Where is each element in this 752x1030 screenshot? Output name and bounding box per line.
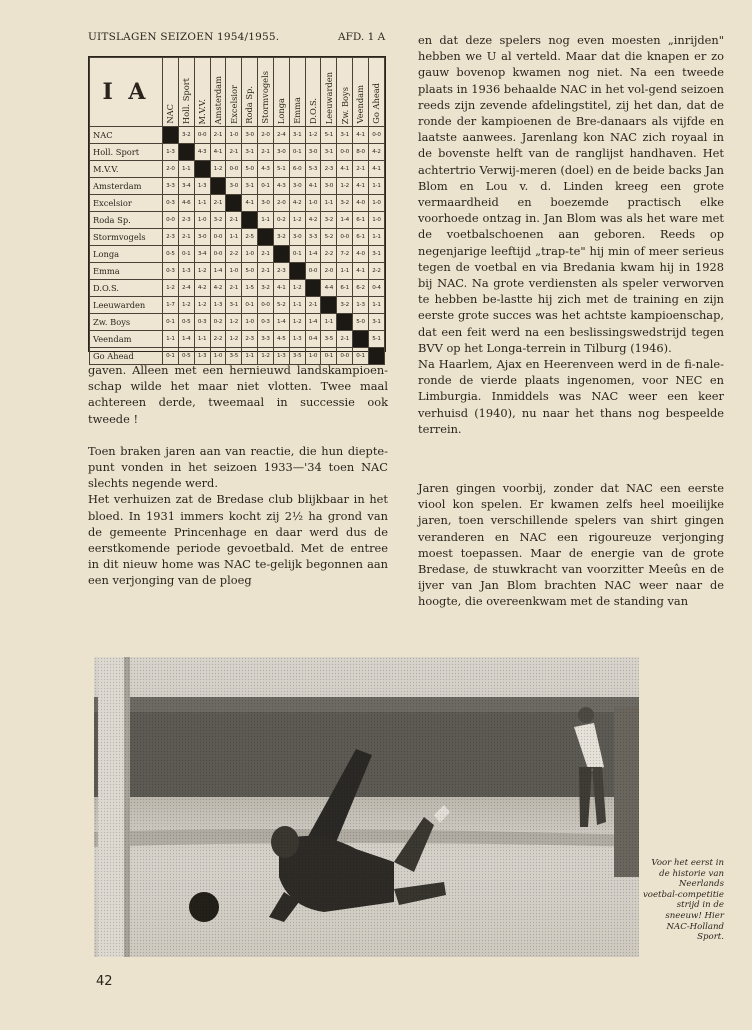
result-cell: 1-1 [321, 314, 337, 331]
result-cell: 6-0 [289, 161, 305, 178]
diagonal-cell [337, 314, 353, 331]
result-cell: 1-2 [258, 348, 274, 365]
result-cell: 3-3 [305, 229, 321, 246]
row-team-name: Leeuwarden [90, 297, 163, 314]
result-cell: 2-2 [226, 246, 242, 263]
result-cell: 3-2 [321, 212, 337, 229]
result-cell: 3-4 [194, 246, 210, 263]
result-cell: 1-1 [258, 212, 274, 229]
result-cell: 4-0 [353, 246, 369, 263]
result-cell: 0-3 [194, 314, 210, 331]
photo-caption: Voor het eerst in de historie van Neerlands voetbal-competitie strijd in de sneeuw! Hier NAC-Holland Sport. [642, 858, 724, 943]
column-header [368, 58, 384, 127]
result-cell: 4-1 [337, 161, 353, 178]
column-header-label: Veendam [355, 85, 366, 124]
result-cell: 3-5 [226, 348, 242, 365]
paragraph: Toen braken jaren aan van reactie, die hun diepte-punt vonden in het seizoen 1933—'34 toen NAC slechts negende werd. [88, 443, 388, 491]
row-team-name: Stormvogels [90, 229, 163, 246]
result-cell: 2-2 [368, 263, 384, 280]
result-cell: 1-1 [194, 195, 210, 212]
result-cell: 0-5 [163, 246, 179, 263]
column-header [273, 58, 289, 127]
result-cell: 0-5 [178, 348, 194, 365]
result-cell: 2-1 [353, 161, 369, 178]
result-cell: 1-0 [210, 348, 226, 365]
row-team-name: Go Ahead [90, 348, 163, 365]
row-team-name: Emma [90, 263, 163, 280]
row-team-name: Holl. Sport [90, 144, 163, 161]
diagonal-cell [242, 212, 258, 229]
column-header-label: Stormvogels [260, 71, 271, 124]
row-team-name: NAC [90, 127, 163, 144]
result-cell: 1-1 [226, 229, 242, 246]
result-cell: 1-0 [242, 246, 258, 263]
diagonal-cell [163, 127, 179, 144]
result-cell: 1-0 [305, 348, 321, 365]
result-cell: 4-5 [273, 331, 289, 348]
result-cell: 0-0 [258, 297, 274, 314]
result-cell: 2-2 [321, 246, 337, 263]
result-cell: 3-0 [194, 229, 210, 246]
row-team-name: Veendam [90, 331, 163, 348]
result-cell: 2-1 [210, 127, 226, 144]
column-header-label: Go Ahead [371, 83, 382, 124]
result-cell: 2-3 [242, 331, 258, 348]
result-cell: 1-4 [305, 314, 321, 331]
result-cell: 1-2 [226, 314, 242, 331]
table-title: I A [90, 58, 163, 127]
result-cell: 4-3 [258, 161, 274, 178]
table-row [90, 297, 385, 314]
result-cell: 0-2 [210, 314, 226, 331]
result-cell: 3-2 [337, 297, 353, 314]
paragraph: Het verhuizen zat de Bredase club blijkbaar in het bloed. In 1931 immers kocht zij 2½ ha grond van de gemeente Princenhage en daar werd dus de eerstkomende periode gevoetbald. Met de entree in dit nieuw home was NAC te-gelijk begonnen aan een verjonging van de ploeg [88, 492, 388, 588]
result-cell: 2-0 [163, 161, 179, 178]
table-row [90, 161, 385, 178]
result-cell: 0-1 [321, 348, 337, 365]
row-team-name: Excelsior [90, 195, 163, 212]
result-cell: 2-1 [226, 280, 242, 297]
results-table [88, 56, 386, 361]
result-cell: 1-2 [210, 161, 226, 178]
column-header [242, 58, 258, 127]
column-header-label: D.O.S. [307, 98, 318, 124]
result-cell: 1-0 [305, 195, 321, 212]
table-row [90, 331, 385, 348]
result-cell: 2-1 [258, 263, 274, 280]
column-header [226, 58, 242, 127]
result-cell: 3-2 [337, 195, 353, 212]
column-header-label: Emma [292, 97, 303, 124]
result-cell: 2-1 [226, 212, 242, 229]
table-row [90, 178, 385, 195]
result-cell: 2-3 [273, 263, 289, 280]
result-cell: 4-1 [353, 127, 369, 144]
row-team-name: Zw. Boys [90, 314, 163, 331]
result-cell: 0-0 [305, 263, 321, 280]
diagonal-cell [289, 263, 305, 280]
result-cell: 1-3 [353, 297, 369, 314]
result-cell: 7-2 [337, 246, 353, 263]
result-cell: 1-5 [242, 280, 258, 297]
right-column-text [418, 32, 724, 437]
result-cell: 1-0 [226, 127, 242, 144]
result-cell: 3-2 [210, 212, 226, 229]
table-row [90, 195, 385, 212]
result-cell: 4-4 [321, 280, 337, 297]
result-cell: 2-0 [273, 195, 289, 212]
result-cell: 0-0 [163, 212, 179, 229]
result-cell: 4-1 [353, 178, 369, 195]
result-cell: 1-0 [226, 263, 242, 280]
result-cell: 0-1 [289, 246, 305, 263]
result-cell: 0-1 [353, 348, 369, 365]
result-cell: 4-1 [353, 263, 369, 280]
column-header-label: Zw. Boys [339, 86, 350, 124]
result-cell: 5-1 [273, 161, 289, 178]
result-cell: 4-2 [194, 280, 210, 297]
result-cell: 0-0 [226, 161, 242, 178]
result-cell: 2-1 [337, 331, 353, 348]
result-cell: 2-0 [258, 127, 274, 144]
result-cell: 3-0 [289, 178, 305, 195]
result-cell: 1-0 [194, 212, 210, 229]
result-cell: 4-0 [353, 195, 369, 212]
result-cell: 2-3 [178, 212, 194, 229]
result-cell: 1-4 [210, 263, 226, 280]
row-team-name: M.V.V. [90, 161, 163, 178]
column-header [210, 58, 226, 127]
column-header [305, 58, 321, 127]
result-cell: 3-0 [242, 127, 258, 144]
result-cell: 2-5 [242, 229, 258, 246]
result-cell: 2-1 [258, 144, 274, 161]
table-row [90, 212, 385, 229]
right-column-text-lower [418, 480, 724, 610]
result-cell: 1-1 [321, 195, 337, 212]
result-cell: 1-3 [163, 144, 179, 161]
result-cell: 2-4 [273, 127, 289, 144]
result-cell: 1-1 [368, 297, 384, 314]
result-cell: 0-1 [242, 297, 258, 314]
result-cell: 2-3 [321, 161, 337, 178]
result-cell: 0-0 [210, 246, 226, 263]
result-cell: 0-0 [368, 127, 384, 144]
result-cell: 4-3 [194, 144, 210, 161]
result-cell: 0-0 [337, 348, 353, 365]
result-cell: 3-0 [258, 195, 274, 212]
result-cell: 4-2 [210, 280, 226, 297]
result-cell: 1-2 [337, 178, 353, 195]
diagonal-cell [258, 229, 274, 246]
snow-match-photo [94, 657, 639, 957]
result-cell: 1-7 [163, 297, 179, 314]
result-cell: 5-0 [242, 161, 258, 178]
result-cell: 0-3 [163, 195, 179, 212]
diagonal-cell [305, 280, 321, 297]
result-cell: 0-1 [289, 144, 305, 161]
result-cell: 6-2 [353, 280, 369, 297]
diagonal-cell [273, 246, 289, 263]
result-cell: 8-0 [353, 144, 369, 161]
page-number: 42 [96, 974, 113, 989]
result-cell: 5-2 [321, 229, 337, 246]
table-row [90, 246, 385, 263]
result-cell: 0-4 [305, 331, 321, 348]
result-cell: 3-0 [321, 178, 337, 195]
result-cell: 3-1 [321, 144, 337, 161]
result-cell: 3-1 [337, 127, 353, 144]
result-cell: 0-2 [273, 212, 289, 229]
result-cell: 3-0 [273, 144, 289, 161]
table-row [90, 280, 385, 297]
result-cell: 0-5 [178, 314, 194, 331]
result-cell: 1-2 [305, 127, 321, 144]
result-cell: 3-4 [178, 178, 194, 195]
result-cell: 1-1 [368, 178, 384, 195]
result-cell: 2-1 [226, 144, 242, 161]
diagonal-cell [353, 331, 369, 348]
result-cell: 3-0 [226, 178, 242, 195]
result-cell: 1-1 [163, 331, 179, 348]
column-header-label: M.V.V. [196, 98, 207, 124]
result-cell: 0-1 [178, 246, 194, 263]
result-cell: 1-3 [178, 263, 194, 280]
diagonal-cell [321, 297, 337, 314]
diagonal-cell [210, 178, 226, 195]
result-cell: 1-2 [178, 297, 194, 314]
result-cell: 1-4 [273, 314, 289, 331]
result-cell: 1-2 [289, 212, 305, 229]
column-header [321, 58, 337, 127]
result-cell: 0-0 [210, 229, 226, 246]
result-cell: 4-1 [305, 178, 321, 195]
result-cell: 3-2 [178, 127, 194, 144]
table-row [90, 229, 385, 246]
result-cell: 2-1 [258, 246, 274, 263]
result-cell: 0-4 [368, 280, 384, 297]
result-cell: 3-3 [163, 178, 179, 195]
result-cell: 1-0 [242, 314, 258, 331]
result-cell: 3-0 [289, 229, 305, 246]
result-cell: 4-1 [242, 195, 258, 212]
division-label: AFD. 1 A [338, 31, 386, 43]
result-cell: 1-1 [242, 348, 258, 365]
paragraph: Na Haarlem, Ajax en Heerenveen werd in de fi-nale-ronde de vierde plaats ingenomen, voor NEC en Limburgia. Inmiddels was NAC weer een keer verhuisd (1940), nu naar het thans nog bespeelde terrein. [418, 357, 724, 436]
result-cell: 1-2 [226, 331, 242, 348]
result-cell: 5-3 [305, 161, 321, 178]
paragraph: en dat deze spelers nog even moesten „inrijden" hebben we U al verteld. Maar dat die knapen er zo gauw bovenop kwamen nog niet. Na een tweede plaats in 1936 behaalde NAC in het vol-gend seizoen reeds zijn zevende afdelingstitel, zij het dan, dat de ronde der kampioenen de Bre-danaars als vijfde en laatste aanwees. Jarenlang kon NAC zich royaal in de bovenste helft van de ranglijst handhaven. Het achtertrio Verwij-meren (doel) en de beide backs Jan Blom en Lou v. d. Linden kreeg een grote vermaardheid en boezemde practisch elke voorhoede ontzag in. Jan Blom was als het ware met de voetbalschoenen aan geboren. Reeds op negenjarige leeftijd „trap-te" hij min of meer serieus tegen de voetbal en via Bredania kwam hij in 1928 bij NAC. Na grote verdiensten als speler verworven te hebben be-lastte hij zich met de training en zijn eerste grote succes was het achtste kampioenschap, dat een feit werd na een beslissingswedstrijd tegen BVV op het Longa-terrein in Tilburg (1946). [418, 33, 724, 355]
result-cell: 1-3 [273, 348, 289, 365]
diagonal-cell [194, 161, 210, 178]
result-cell: 2-0 [321, 263, 337, 280]
result-cell: 0-1 [163, 348, 179, 365]
result-cell: 2-2 [210, 331, 226, 348]
result-cell: 0-0 [337, 229, 353, 246]
result-cell: 4-2 [368, 144, 384, 161]
result-cell: 5-1 [321, 127, 337, 144]
result-cell: 4-6 [178, 195, 194, 212]
results-header: UITSLAGEN SEIZOEN 1954/1955. [88, 31, 280, 43]
column-header [337, 58, 353, 127]
column-header [178, 58, 194, 127]
table-row [90, 127, 385, 144]
result-cell: 1-0 [368, 195, 384, 212]
result-cell: 4-1 [273, 280, 289, 297]
column-header-label: NAC [165, 104, 176, 124]
row-team-name: Longa [90, 246, 163, 263]
row-team-name: Roda Sp. [90, 212, 163, 229]
result-cell: 1-2 [194, 297, 210, 314]
result-cell: 3-0 [305, 144, 321, 161]
column-header-label: Leeuwarden [323, 71, 334, 124]
result-cell: 2-4 [178, 280, 194, 297]
result-cell: 3-1 [226, 297, 242, 314]
result-cell: 3-1 [242, 144, 258, 161]
result-cell: 3-1 [368, 314, 384, 331]
diagonal-cell [226, 195, 242, 212]
column-header [163, 58, 179, 127]
result-cell: 2-3 [163, 229, 179, 246]
result-cell: 1-1 [178, 161, 194, 178]
table-row [90, 263, 385, 280]
table-row [90, 144, 385, 161]
column-header [258, 58, 274, 127]
result-cell: 1-3 [194, 348, 210, 365]
column-header-label: Longa [276, 97, 287, 124]
result-cell: 0-3 [163, 263, 179, 280]
result-cell: 3-5 [289, 348, 305, 365]
paragraph: gaven. Alleen met een hernieuwd landskampioen-schap wilde het maar niet vlotten. Twee maal achtereen derde, tweemaal in successie ook tweede ! [88, 363, 388, 426]
row-team-name: Amsterdam [90, 178, 163, 195]
result-cell: 5-0 [242, 263, 258, 280]
paragraph: Jaren gingen voorbij, zonder dat NAC een eerste viool kon spelen. Er kwamen zelfs heel moeilijke jaren, toen verschillende spelers van shirt gingen veranderen en NAC een rigoureuze verjonging moest toepassen. Maar de energie van de grote Bredase, de stuwkracht van voorzitter Meeûs en de ijver van Jan Blom brachten NAC weer naar de hoogte, die overeenkwam met de standing van [418, 481, 724, 609]
left-column-text [88, 362, 388, 589]
diagonal-cell [178, 144, 194, 161]
result-cell: 4-2 [289, 195, 305, 212]
result-cell: 1-4 [178, 331, 194, 348]
result-cell: 0-1 [163, 314, 179, 331]
result-cell: 1-1 [337, 263, 353, 280]
result-cell: 1-3 [289, 331, 305, 348]
result-cell: 4-2 [305, 212, 321, 229]
row-team-name: D.O.S. [90, 280, 163, 297]
result-cell: 3-1 [289, 127, 305, 144]
result-cell: 2-1 [210, 195, 226, 212]
result-cell: 3-2 [273, 229, 289, 246]
column-header-label: Roda Sp. [244, 86, 255, 124]
result-cell: 0-0 [337, 144, 353, 161]
result-cell: 6-1 [337, 280, 353, 297]
result-cell: 2-1 [305, 297, 321, 314]
column-header [353, 58, 369, 127]
result-cell: 4-1 [210, 144, 226, 161]
table-row [90, 314, 385, 331]
result-cell: 1-3 [210, 297, 226, 314]
column-header-label: Holl. Sport [181, 77, 192, 124]
result-cell: 5-1 [368, 331, 384, 348]
column-header-label: Amsterdam [212, 75, 223, 124]
column-header [194, 58, 210, 127]
column-header-label: Excelsior [228, 85, 239, 124]
result-cell: 4-3 [273, 178, 289, 195]
result-cell: 5-2 [273, 297, 289, 314]
result-cell: 0-0 [194, 127, 210, 144]
result-cell: 1-1 [289, 297, 305, 314]
result-cell: 1-4 [305, 246, 321, 263]
result-cell: 1-1 [194, 331, 210, 348]
result-cell: 3-5 [321, 331, 337, 348]
results-grid [89, 57, 385, 365]
result-cell: 6-1 [353, 212, 369, 229]
result-cell: 3-2 [258, 280, 274, 297]
result-cell: 2-1 [178, 229, 194, 246]
result-cell: 5-0 [353, 314, 369, 331]
result-cell: 1-2 [194, 263, 210, 280]
result-cell: 1-1 [368, 229, 384, 246]
result-cell: 4-1 [368, 161, 384, 178]
result-cell: 1-2 [289, 314, 305, 331]
result-cell: 1-0 [368, 212, 384, 229]
result-cell: 3-1 [368, 246, 384, 263]
result-cell: 3-3 [258, 331, 274, 348]
result-cell: 1-3 [194, 178, 210, 195]
column-header [289, 58, 305, 127]
result-cell: 1-2 [163, 280, 179, 297]
result-cell: 1-4 [337, 212, 353, 229]
result-cell: 1-2 [289, 280, 305, 297]
result-cell: 0-1 [258, 178, 274, 195]
result-cell: 6-1 [353, 229, 369, 246]
result-cell: 0-3 [258, 314, 274, 331]
result-cell: 3-1 [242, 178, 258, 195]
